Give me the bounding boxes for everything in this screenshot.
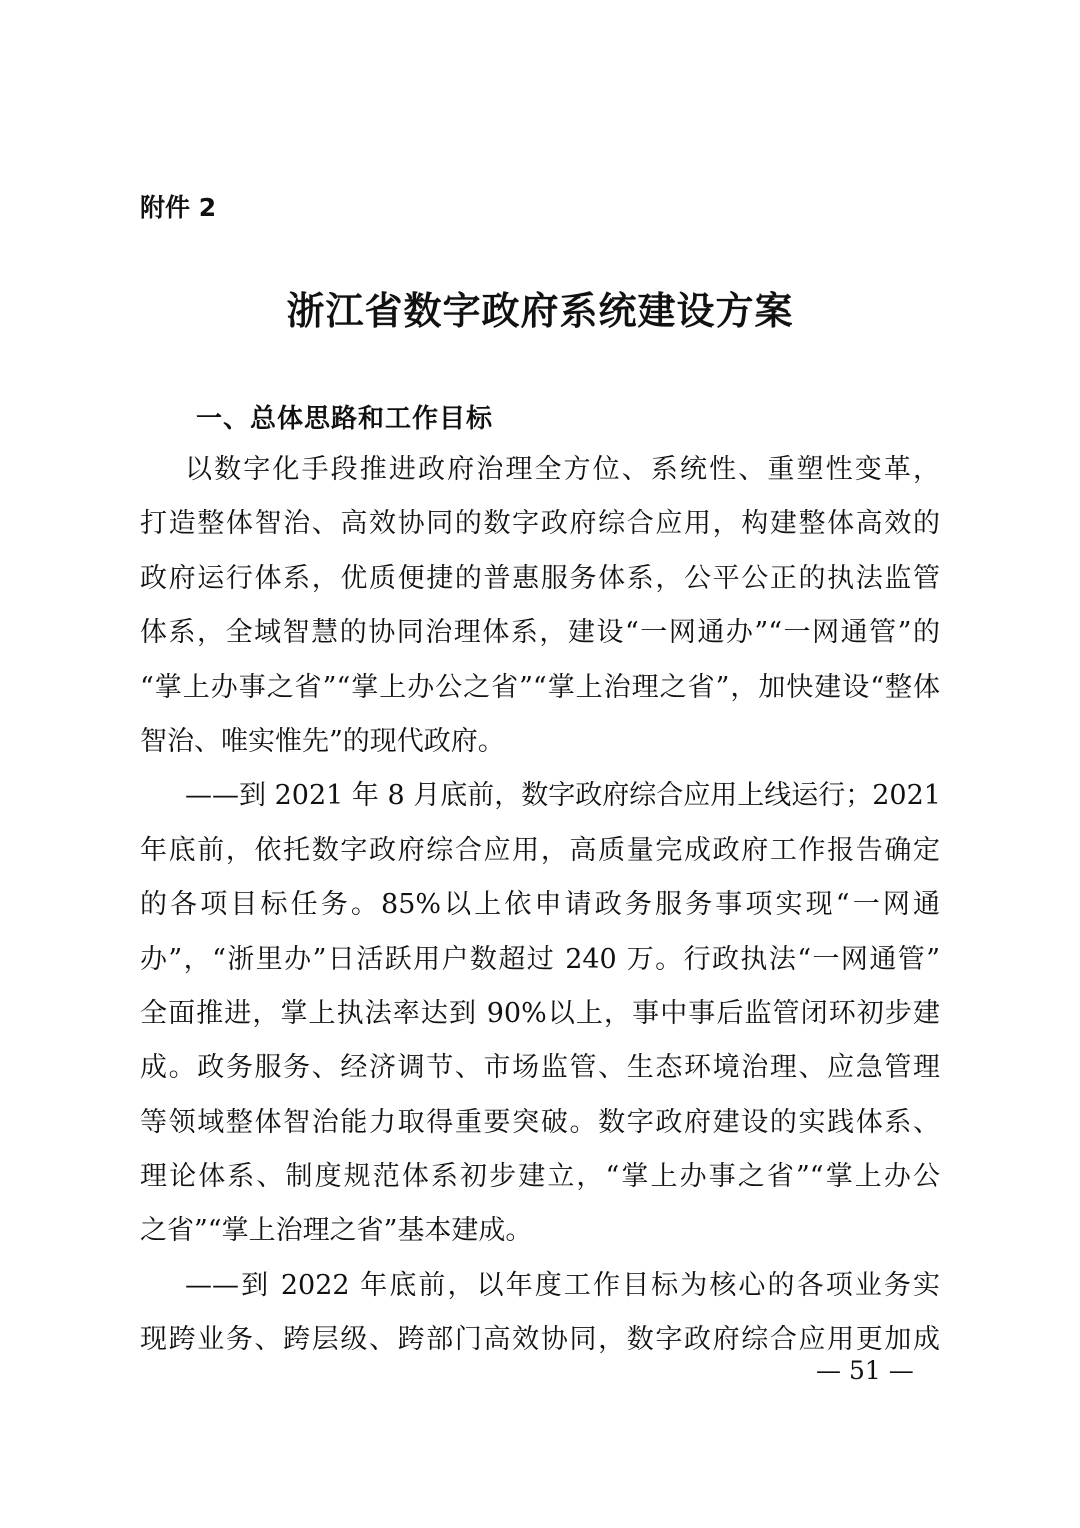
- paragraph-line: 等领域整体智治能力取得重要突破。数字政府建设的实践体系、: [140, 1106, 940, 1138]
- paragraph-line: 打造整体智治、高效协同的数字政府综合应用，构建整体高效的: [140, 508, 940, 540]
- paragraph-line: 智治、唯实惟先”的现代政府。: [140, 725, 505, 757]
- section-heading: 一、总体思路和工作目标: [196, 404, 494, 434]
- paragraph-line: 办”，“浙里办”日活跃用户数超过 240 万。行政执法“一网通管”: [140, 943, 940, 975]
- paragraph-line: 成。政务服务、经济调节、市场监管、生态环境治理、应急管理: [140, 1052, 940, 1084]
- paragraph-line: ——到 2022 年底前，以年度工作目标为核心的各项业务实: [185, 1269, 940, 1301]
- paragraph-line: 全面推进，掌上执法率达到 90%以上，事中事后监管闭环初步建: [140, 997, 940, 1029]
- page-number: — 51 —: [816, 1356, 914, 1385]
- document-body: [140, 443, 940, 1368]
- paragraph-line: 的各项目标任务。85%以上依申请政务服务事项实现“一网通: [140, 889, 940, 921]
- paragraph-line: 现跨业务、跨层级、跨部门高效协同，数字政府综合应用更加成: [140, 1324, 940, 1356]
- paragraph-line: “掌上办事之省”“掌上办公之省”“掌上治理之省”，加快建设“整体: [140, 671, 940, 703]
- paragraph-line: 政府运行体系，优质便捷的普惠服务体系，公平公正的执法监管: [140, 562, 940, 594]
- paragraph-line: 之省”“掌上治理之省”基本建成。: [140, 1215, 533, 1247]
- paragraph-line: 理论体系、制度规范体系初步建立，“掌上办事之省”“掌上办公: [140, 1161, 940, 1193]
- paragraph-line: 年底前，依托数字政府综合应用，高质量完成政府工作报告确定: [140, 834, 940, 866]
- paragraph-line: ——到 2021 年 8 月底前，数字政府综合应用上线运行；2021: [185, 780, 941, 812]
- paragraph-line: 以数字化手段推进政府治理全方位、系统性、重塑性变革，: [185, 454, 940, 485]
- document-title: 浙江省数字政府系统建设方案: [286, 288, 794, 333]
- paragraph-line: 体系，全域智慧的协同治理体系，建设“一网通办”“一网通管”的: [140, 617, 940, 649]
- attachment-label: 附件 2: [140, 193, 217, 222]
